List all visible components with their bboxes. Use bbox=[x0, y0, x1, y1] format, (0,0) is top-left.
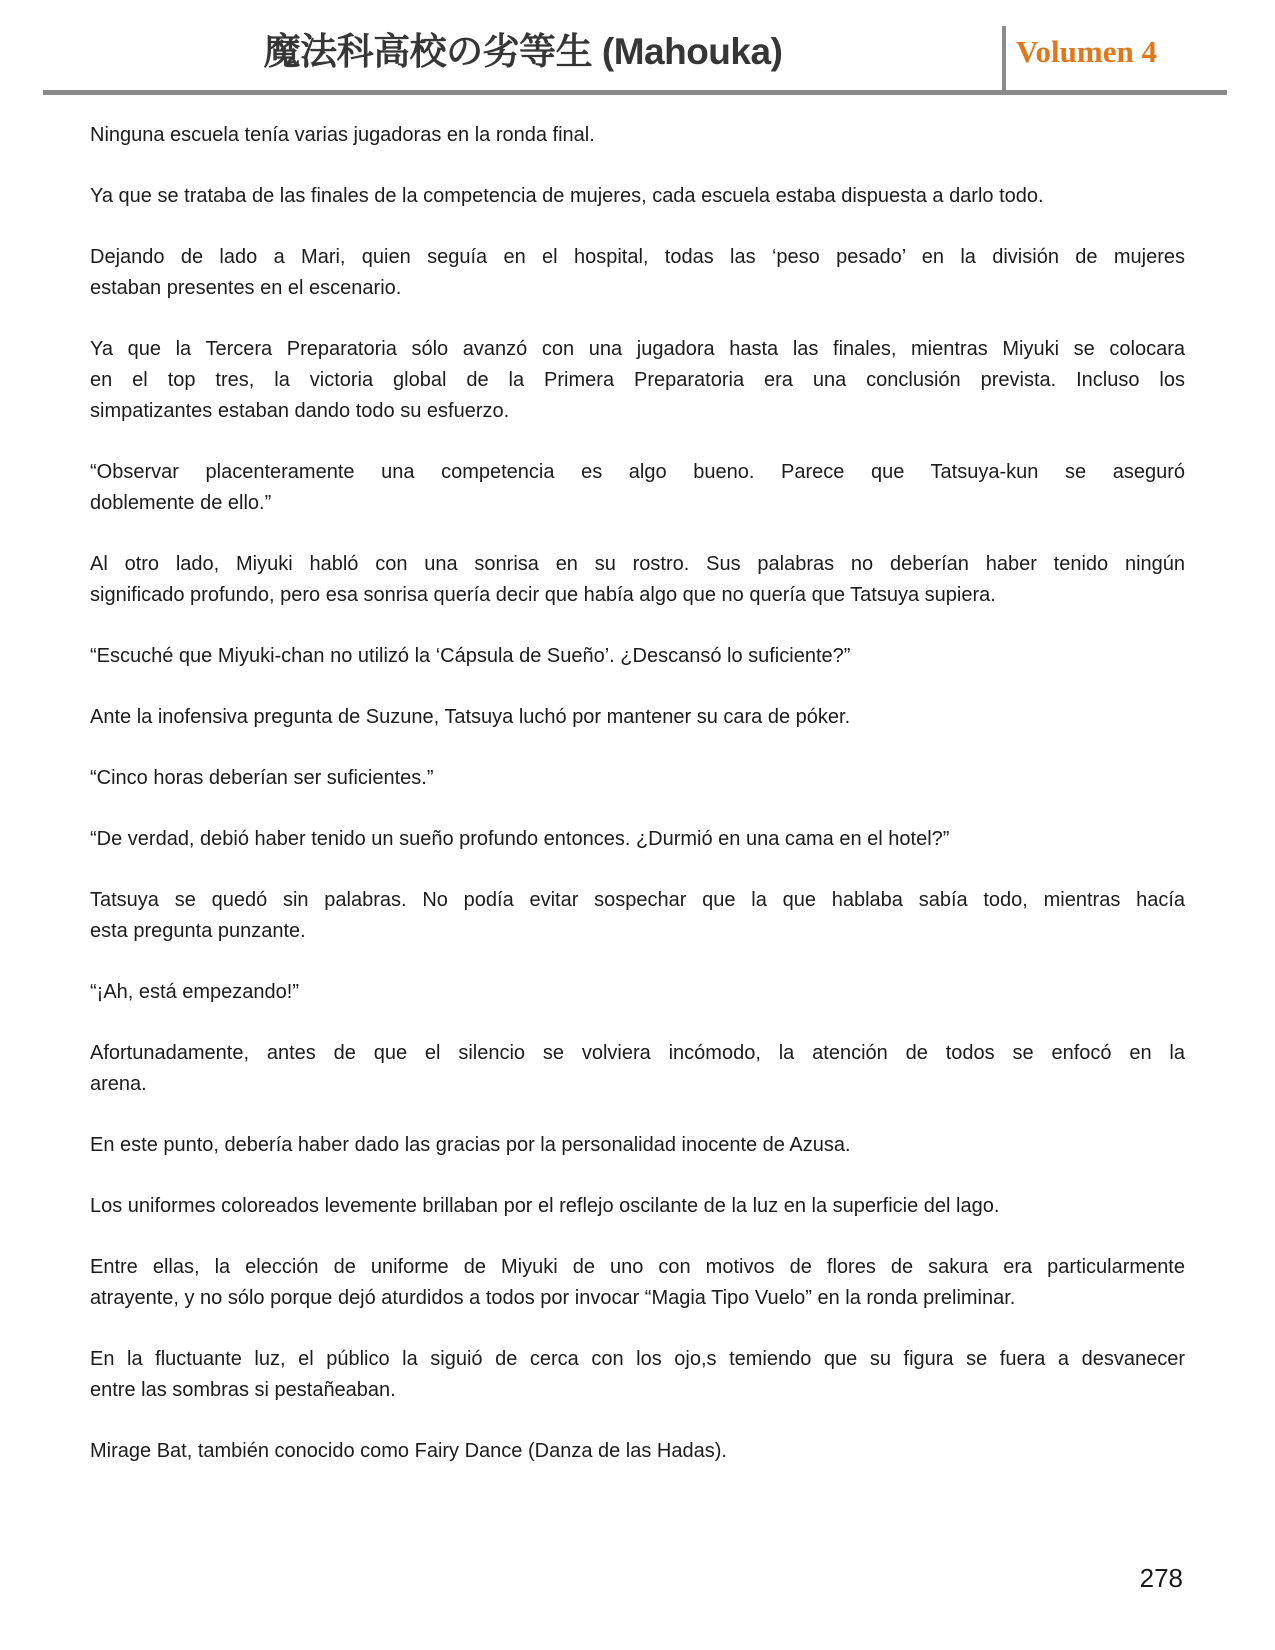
paragraph bbox=[90, 457, 1185, 519]
paragraph bbox=[90, 1436, 1185, 1467]
text-line: simpatizantes estaban dando todo su esfuerzo. bbox=[90, 400, 510, 422]
page-body bbox=[90, 120, 1185, 1497]
paragraph bbox=[90, 702, 1185, 733]
header-vertical-divider bbox=[1002, 26, 1006, 90]
volume-label: Volumen 4 bbox=[1016, 34, 1157, 69]
paragraph bbox=[90, 549, 1185, 611]
text-line: Al otro lado, Miyuki habló con una sonrisa en su rostro. Sus palabras no deberían haber tenido ningún bbox=[90, 553, 1185, 575]
paragraph bbox=[90, 242, 1185, 304]
text-line: Los uniformes coloreados levemente brillaban por el reflejo oscilante de la luz en la superficie del lago. bbox=[90, 1195, 1000, 1217]
text-line: entre las sombras si pestañeaban. bbox=[90, 1379, 396, 1401]
paragraph bbox=[90, 1038, 1185, 1100]
paragraph bbox=[90, 1130, 1185, 1161]
text-line: Ya que se trataba de las finales de la competencia de mujeres, cada escuela estaba dispuesta a darlo todo. bbox=[90, 185, 1044, 207]
text-line: Ninguna escuela tenía varias jugadoras en la ronda final. bbox=[90, 124, 595, 146]
text-line: Ya que la Tercera Preparatoria sólo avanzó con una jugadora hasta las finales, mientras Miyuki se colocara bbox=[90, 338, 1185, 360]
paragraph bbox=[90, 641, 1185, 672]
paragraph bbox=[90, 977, 1185, 1008]
text-line: En este punto, debería haber dado las gracias por la personalidad inocente de Azusa. bbox=[90, 1134, 851, 1156]
paragraph bbox=[90, 763, 1185, 794]
paragraph bbox=[90, 1191, 1185, 1222]
text-line: Ante la inofensiva pregunta de Suzune, Tatsuya luchó por mantener su cara de póker. bbox=[90, 706, 851, 728]
text-line: significado profundo, pero esa sonrisa quería decir que había algo que no quería que Tatsuya supiera. bbox=[90, 584, 996, 606]
paragraph bbox=[90, 334, 1185, 427]
text-line: en el top tres, la victoria global de la Primera Preparatoria era una conclusión prevista. Incluso los bbox=[90, 369, 1185, 391]
text-line: arena. bbox=[90, 1073, 147, 1095]
text-line: “Escuché que Miyuki-chan no utilizó la ‘Cápsula de Sueño’. ¿Descansó lo suficiente?” bbox=[90, 645, 851, 667]
paragraph bbox=[90, 1252, 1185, 1314]
text-line: atrayente, y no sólo porque dejó aturdidos a todos por invocar “Magia Tipo Vuelo” en la ronda preliminar. bbox=[90, 1287, 1016, 1309]
text-line: doblemente de ello.” bbox=[90, 492, 272, 514]
text-line: Entre ellas, la elección de uniforme de Miyuki de uno con motivos de flores de sakura era particularmente bbox=[90, 1256, 1185, 1278]
text-line: Mirage Bat, también conocido como Fairy Dance (Danza de las Hadas). bbox=[90, 1440, 727, 1462]
page-number: 278 bbox=[1139, 1563, 1183, 1593]
header-rule bbox=[43, 90, 1227, 95]
text-line: “De verdad, debió haber tenido un sueño profundo entonces. ¿Durmió en una cama en el hotel?” bbox=[90, 828, 950, 850]
text-line: Tatsuya se quedó sin palabras. No podía evitar sospechar que la que hablaba sabía todo, mientras hacía bbox=[90, 889, 1185, 911]
paragraph bbox=[90, 824, 1185, 855]
paragraph bbox=[90, 885, 1185, 947]
text-line: “¡Ah, está empezando!” bbox=[90, 981, 299, 1003]
text-line: Dejando de lado a Mari, quien seguía en el hospital, todas las ‘peso pesado’ en la división de mujeres bbox=[90, 246, 1185, 268]
text-line: En la fluctuante luz, el público la siguió de cerca con los ojo,s temiendo que su figura se fuera a desvanecer bbox=[90, 1348, 1185, 1370]
text-line: Afortunadamente, antes de que el silencio se volviera incómodo, la atención de todos se enfocó en la bbox=[90, 1042, 1185, 1064]
paragraph bbox=[90, 1344, 1185, 1406]
paragraph bbox=[90, 120, 1185, 151]
text-line: “Cinco horas deberían ser suficientes.” bbox=[90, 767, 434, 789]
text-line: esta pregunta punzante. bbox=[90, 920, 306, 942]
text-line: estaban presentes en el escenario. bbox=[90, 277, 402, 299]
text-line: “Observar placenteramente una competencia es algo bueno. Parece que Tatsuya-kun se aseguró bbox=[90, 461, 1185, 483]
document-title: 魔法科高校の劣等生 (Mahouka) bbox=[263, 31, 783, 72]
paragraph bbox=[90, 181, 1185, 212]
